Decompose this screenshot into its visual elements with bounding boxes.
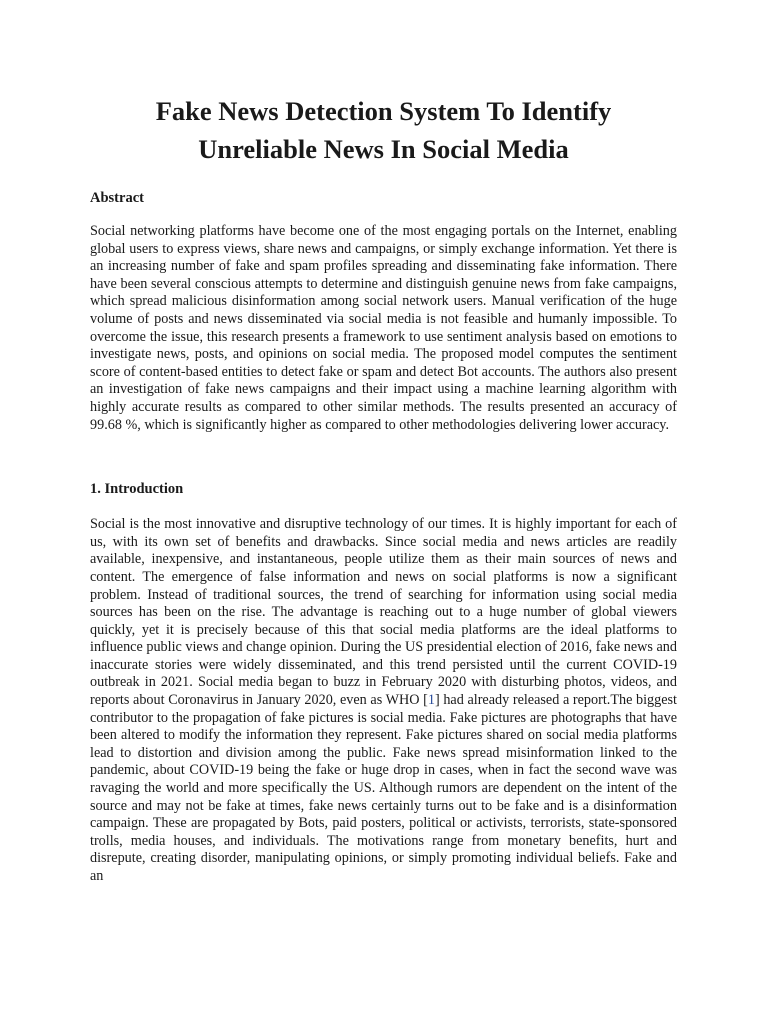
introduction-heading: 1. Introduction (90, 481, 184, 498)
title-line-2: Unreliable News In Social Media (198, 134, 569, 164)
intro-text-after-citation: ] had already released a report.The biggest contributor to the propagation of fake pictures is social media. Fake pictures are photographs that have been altered to modify the information they represent. Fake pictures shared on social media platforms lead to distortion and division among the public. Fake news spread misinformation linked to the pandemic, about COVID-19 being the fake or huge drop in cases, when in fact the second wave was ravaging the world and more specifically the US. Although rumors are dependent on the intent of the source and may not be fake at times, fake news certainly turns out to be fake and is a disinformation campaign. These are propagated by Bots, paid posters, political or activists, terrorists, state-sponsored trolls, media houses, and individuals. The motivations range from monetary benefits, hurt and disrepute, creating disorder, manipulating opinions, or simply promoting individual beliefs. Fake and an (90, 692, 678, 884)
paper-page (90, 92, 677, 886)
title-line-1: Fake News Detection System To Identify (155, 96, 612, 126)
paper-title (90, 92, 677, 168)
intro-text-before-citation: Social is the most innovative and disruptive technology of our times. It is highly important for each of us, with its own set of benefits and drawbacks. Since social media and news articles are readily available, inexpensive, and instantaneous, people utilize them as their main sources of news and content. The emergence of false information and news on social platforms is now a significant problem. Instead of traditional sources, the trend of searching for information using social media sources has been on the rise. The advantage is reaching out to a huge number of global viewers quickly, yet it is precisely because of this that social media platforms are the ideal platforms to influence public views and change opinion. During the US presidential election of 2016, fake news and inaccurate stories were widely disseminated, and this trend persisted until the current COVID-19 outbreak in 2021. Social media began to buzz in February 2020 with disturbing photos, videos, and reports about Coronavirus in January 2020, even as WHO [ (90, 516, 677, 709)
abstract-paragraph: Social networking platforms have become one of the most engaging portals on the Internet, enabling global users to express views, share news and campaigns, or simply exchange information. Yet there is an increasing number of fake and spam profiles spreading and disseminating fake information. There have been several conscious attempts to determine and distinguish genuine news from fake campaigns, which spread malicious disinformation among social network users. Manual verification of the huge volume of posts and news disseminated via social media is not feasible and humanly impossible. To overcome the issue, this research presents a framework to use sentiment analysis based on emotions to investigate news, posts, and opinions on social media. The proposed model computes the sentiment score of content-based entities to detect fake or spam and detect Bot accounts. The authors also present an investigation of fake news campaigns and their impact using a machine learning algorithm with highly accurate results as compared to other similar methods. The results presented an accuracy of 99.68 %, which is significantly higher as compared to other methodologies delivering lower accuracy. (90, 223, 677, 433)
introduction-paragraph (90, 516, 677, 885)
abstract-heading: Abstract (90, 190, 144, 206)
citation-link[interactable]: 1 (427, 692, 435, 709)
